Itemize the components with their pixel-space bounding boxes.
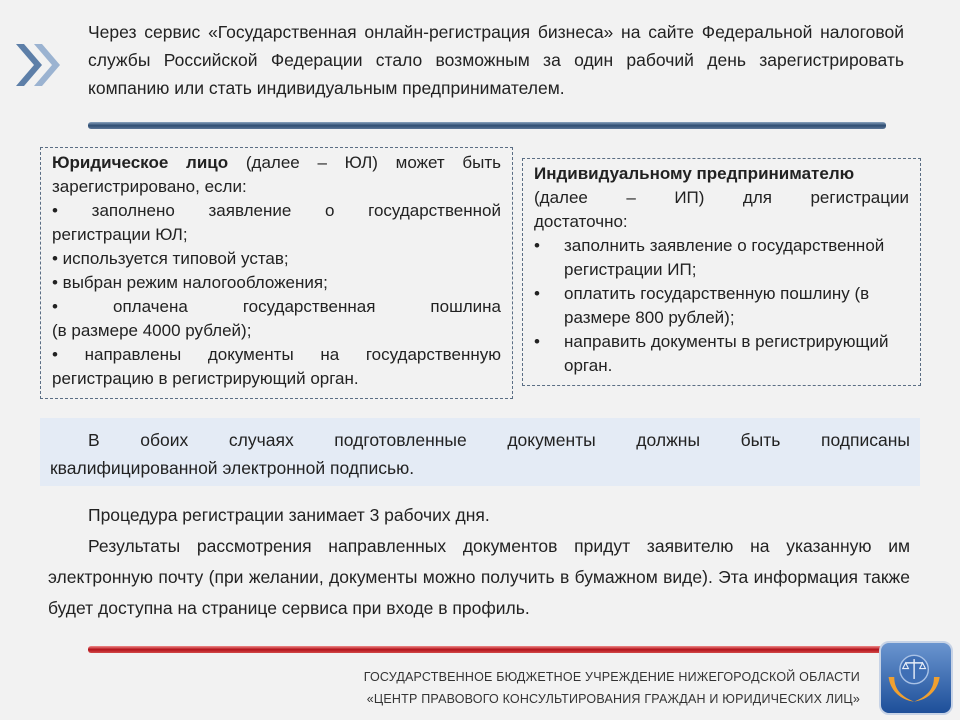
list-item bbox=[534, 234, 909, 282]
list-item bbox=[534, 330, 909, 378]
list-item-line: • заполнено заявление о государственной bbox=[52, 201, 501, 220]
list-item-text: оплатить государственную пошлину (в размере 800 рублей); bbox=[564, 284, 870, 327]
list-item-line: • направлены документы на государственную bbox=[52, 345, 501, 364]
legal-entity-title-rest: (далее – ЮЛ) может быть bbox=[228, 153, 502, 172]
entrepreneur-title-line3: достаточно: bbox=[534, 212, 628, 231]
organization-logo bbox=[879, 641, 953, 715]
list-item bbox=[52, 295, 501, 343]
divider-bar-blue bbox=[88, 122, 886, 129]
list-item bbox=[52, 271, 501, 295]
legal-entity-title-line2: зарегистрировано, если: bbox=[52, 177, 247, 196]
footer-line: ГОСУДАРСТВЕННОЕ БЮДЖЕТНОЕ УЧРЕЖДЕНИЕ НИЖЕГОРОДСКОЙ ОБЛАСТИ bbox=[363, 670, 860, 684]
list-item-line: • используется типовой устав; bbox=[52, 249, 289, 268]
list-item-line: (в размере 4000 рублей); bbox=[52, 321, 252, 340]
list-item-text: заполнить заявление о государственной регистрации ИП; bbox=[564, 236, 885, 279]
footer-organization bbox=[364, 666, 860, 710]
list-item-line: • оплачена государственная пошлина bbox=[52, 297, 501, 316]
list-item-line: • выбран режим налогообложения; bbox=[52, 273, 328, 292]
list-item-line: регистрации ЮЛ; bbox=[52, 225, 188, 244]
hands-scales-icon bbox=[881, 643, 951, 713]
list-item bbox=[534, 282, 909, 330]
legal-entity-title bbox=[52, 151, 501, 175]
intro-paragraph: Через сервис «Государственная онлайн-регистрация бизнеса» на сайте Федеральной налоговой службы Российской Федерации стало возможным за один рабочий день зарегистрировать компанию или стать индивидуальным предпринимателем. bbox=[88, 22, 904, 98]
double-chevron-right-icon bbox=[12, 38, 66, 92]
footer-line: «ЦЕНТР ПРАВОВОГО КОНСУЛЬТИРОВАНИЯ ГРАЖДАН И ЮРИДИЧЕСКИХ ЛИЦ» bbox=[366, 692, 860, 706]
notice-line: В обоих случаях подготовленные документы должны быть подписаны bbox=[88, 430, 910, 450]
bullet: • bbox=[534, 332, 540, 351]
results-paragraph: Результаты рассмотрения направленных документов придут заявителю на указанную им электронную почту (при желании, документы можно получить в бумажном виде). Эта информация также будет доступна на странице сервиса при входе в профиль. bbox=[48, 536, 910, 618]
legal-entity-title-bold: Юридическое лицо bbox=[52, 153, 229, 172]
notice-line: квалифицированной электронной подписью. bbox=[50, 458, 415, 478]
entrepreneur-title-line2: (далее – ИП) для регистрации bbox=[534, 188, 909, 207]
bullet: • bbox=[534, 236, 540, 255]
legal-entity-box bbox=[40, 147, 513, 399]
list-item-line: регистрацию в регистрирующий орган. bbox=[52, 369, 359, 388]
entrepreneur-title: Индивидуальному предпринимателю bbox=[534, 164, 855, 183]
divider-bar-red bbox=[88, 646, 886, 653]
procedure-paragraph: Процедура регистрации занимает 3 рабочих дня. bbox=[88, 505, 490, 525]
list-item bbox=[52, 199, 501, 247]
bullet: • bbox=[534, 284, 540, 303]
list-item-text: направить документы в регистрирующий орган. bbox=[564, 332, 889, 375]
list-item bbox=[52, 247, 501, 271]
list-item bbox=[52, 343, 501, 391]
entrepreneur-box bbox=[522, 158, 921, 386]
signature-notice bbox=[40, 418, 920, 486]
